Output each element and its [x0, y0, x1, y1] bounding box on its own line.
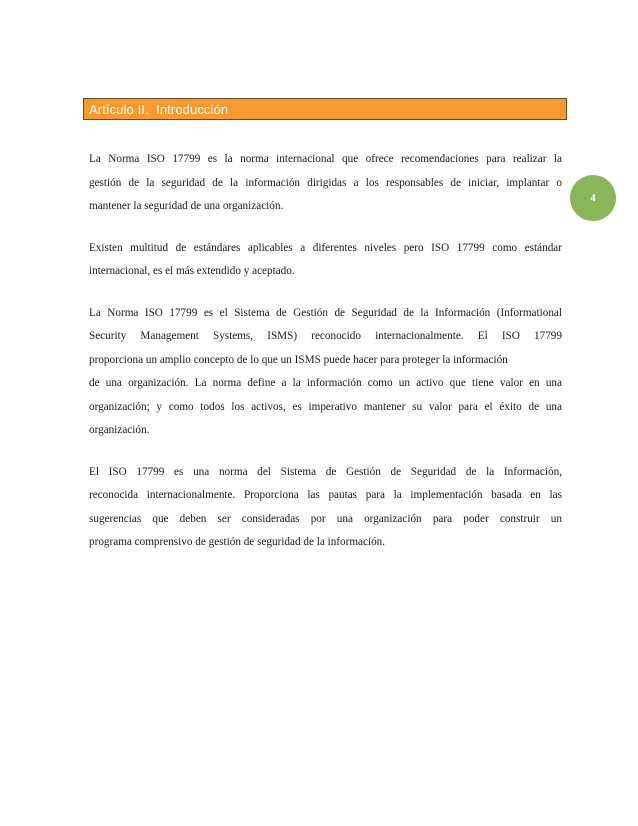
- page-number: 4: [590, 192, 596, 204]
- paragraph-4: [89, 461, 562, 555]
- paragraph-line: reconocida internacionalmente. Proporciona las pautas para la implementación basada en las: [89, 489, 562, 501]
- paragraph-line: proporciona un amplio concepto de lo que un ISMS puede hacer para proteger la información: [89, 353, 508, 366]
- document-body: [89, 148, 562, 573]
- paragraph-line: La Norma ISO 17799 es el Sistema de Gestión de Seguridad de la Información (Informational: [89, 306, 562, 319]
- paragraph-line: La Norma ISO 17799 es la norma internacional que ofrece recomendaciones para realizar la: [89, 153, 562, 165]
- paragraph-line: organización; y como todos los activos, es imperativo mantener su valor para el éxito de una: [89, 400, 562, 413]
- paragraph-line: mantener la seguridad de una organización.: [89, 200, 284, 212]
- paragraph-line: sugerencias que deben ser consideradas por una organización para poder construir un: [89, 512, 562, 525]
- paragraph-line: Security Management Systems, ISMS) reconocido internacionalmente. El ISO 17799: [89, 330, 562, 342]
- paragraph-line: de una organización. La norma define a la información como un activo que tiene valor en una: [89, 377, 562, 389]
- paragraph-1: [89, 148, 562, 219]
- page-number-badge: [570, 175, 616, 221]
- paragraph-line: gestión de la seguridad de la información dirigidas a los responsables de iniciar, implantar o: [89, 176, 562, 189]
- paragraph-line: Existen multitud de estándares aplicables a diferentes niveles pero ISO 17799 como estándar: [89, 241, 562, 254]
- section-heading-bar: [83, 98, 567, 120]
- paragraph-3: [89, 302, 562, 443]
- section-heading: Artículo II. Introducción: [89, 101, 229, 117]
- paragraph-line: internacional, es el más extendido y aceptado.: [89, 265, 295, 277]
- paragraph-line: El ISO 17799 es una norma del Sistema de Gestión de Seguridad de la Información,: [89, 465, 562, 478]
- paragraph-2: [89, 237, 562, 284]
- paragraph-line: programa comprensivo de gestión de seguridad de la información.: [89, 536, 386, 548]
- paragraph-line: organización.: [89, 424, 150, 436]
